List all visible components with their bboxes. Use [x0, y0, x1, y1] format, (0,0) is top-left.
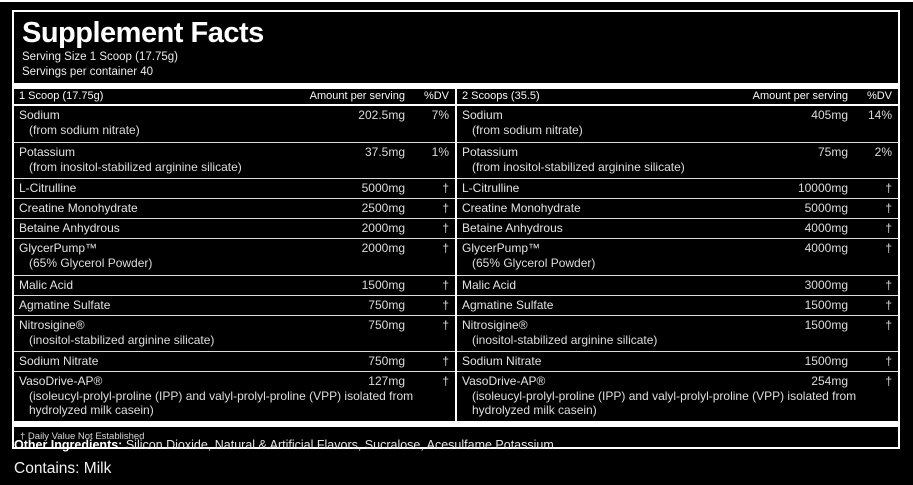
table-row	[14, 238, 455, 275]
table-row	[14, 178, 455, 198]
other-ingredients-label: Other Ingredients:	[14, 438, 123, 452]
ingredient-name: Malic Acid	[19, 277, 74, 292]
ingredient-line	[457, 219, 898, 238]
contains-allergen-line: Contains: Milk	[14, 460, 112, 477]
table-2-scoops	[457, 83, 898, 421]
ingredient-daily-value: †	[885, 181, 892, 195]
table-1-scoop	[14, 83, 455, 421]
ingredient-daily-value: †	[442, 297, 449, 312]
table-row	[457, 218, 898, 238]
column-header-dv: %DV	[423, 90, 449, 102]
top-edge-strip	[0, 0, 913, 2]
ingredient-subtext: (from sodium nitrate)	[29, 123, 140, 137]
ingredient-amount: 37.5mg	[364, 144, 405, 159]
ingredient-line	[457, 143, 898, 162]
ingredient-daily-value: †	[442, 241, 449, 255]
ingredient-daily-value: †	[442, 181, 449, 195]
ingredient-line	[14, 276, 455, 295]
table-row	[14, 371, 455, 421]
table-row	[457, 178, 898, 198]
ingredient-amount: 2000mg	[361, 241, 405, 255]
table-row	[457, 142, 898, 179]
ingredient-name: Betaine Anhydrous	[462, 221, 563, 235]
column-header-serving: 1 Scoop (17.75g)	[19, 90, 104, 102]
ingredient-daily-value: †	[885, 354, 892, 368]
ingredient-amount: 2500mg	[361, 201, 405, 215]
ingredient-amount: 750mg	[368, 297, 405, 312]
ingredient-subtext: (inositol-stabilized arginine silicate)	[472, 332, 658, 347]
table-row	[14, 275, 455, 295]
panel-title: Supplement Facts	[22, 17, 264, 49]
ingredient-name: Nitrosigine®	[19, 317, 85, 332]
table-row	[457, 351, 898, 371]
ingredient-amount: 254mg	[811, 374, 848, 388]
ingredient-amount: 3000mg	[804, 277, 848, 292]
ingredient-name: VasoDrive-AP®	[19, 374, 103, 388]
table-row	[14, 351, 455, 371]
serving-size-text: Serving Size 1 Scoop (17.75g)	[22, 51, 178, 63]
ingredient-line	[457, 316, 898, 335]
ingredient-name: GlycerPump™	[462, 241, 541, 255]
ingredient-name: Agmatine Sulfate	[19, 297, 111, 312]
table-row	[457, 275, 898, 295]
ingredient-daily-value: †	[885, 297, 892, 312]
ingredient-line	[14, 352, 455, 371]
ingredient-name: Sodium	[19, 108, 60, 122]
table-row	[14, 315, 455, 352]
ingredient-name: Agmatine Sulfate	[462, 297, 554, 312]
ingredient-name: Malic Acid	[462, 277, 517, 292]
table-row	[457, 198, 898, 218]
other-ingredients-value: Silicon Dioxide, Natural & Artificial Flavors, Sucralose, Acesulfame Potassium	[125, 438, 554, 452]
ingredient-line	[14, 296, 455, 315]
ingredient-daily-value: †	[885, 241, 892, 255]
table-row	[14, 295, 455, 315]
ingredient-name: GlycerPump™	[19, 241, 98, 255]
ingredient-line	[14, 179, 455, 198]
ingredient-line	[457, 276, 898, 295]
ingredient-subtext: (from inositol-stabilized arginine silicate)	[29, 159, 242, 174]
ingredient-name: L-Citrulline	[462, 181, 520, 195]
ingredient-subtext: (from inositol-stabilized arginine silicate)	[472, 159, 685, 174]
table-row	[14, 218, 455, 238]
ingredient-daily-value: 1%	[431, 144, 449, 159]
ingredient-name: Betaine Anhydrous	[19, 221, 120, 235]
other-ingredients-line	[14, 438, 554, 452]
ingredient-name: Creatine Monohydrate	[462, 201, 581, 215]
ingredient-name: Sodium Nitrate	[462, 354, 542, 368]
table-row	[457, 295, 898, 315]
table-2-scoops-rows	[457, 106, 898, 421]
ingredient-daily-value: †	[442, 221, 449, 235]
facts-tables	[14, 83, 898, 421]
ingredient-line	[457, 199, 898, 218]
ingredient-name: Potassium	[19, 144, 76, 159]
ingredient-amount: 750mg	[368, 317, 405, 332]
ingredient-amount: 2000mg	[361, 221, 405, 235]
ingredient-subtext: (inositol-stabilized arginine silicate)	[29, 332, 215, 347]
ingredient-subtext: (from sodium nitrate)	[472, 123, 583, 137]
column-header-serving: 2 Scoops (35.5)	[462, 90, 540, 102]
table-row	[457, 238, 898, 275]
column-header-amount: Amount per serving	[309, 90, 405, 102]
ingredient-name: Nitrosigine®	[462, 317, 528, 332]
ingredient-name: Potassium	[462, 144, 519, 159]
daily-value-footnote: † Daily Value Not Established	[20, 431, 145, 442]
ingredient-daily-value: †	[885, 221, 892, 235]
ingredient-daily-value: †	[442, 201, 449, 215]
ingredient-daily-value: †	[442, 277, 449, 292]
ingredient-line	[457, 296, 898, 315]
ingredient-line	[14, 316, 455, 335]
ingredient-subtext: (65% Glycerol Powder)	[472, 256, 596, 270]
ingredient-amount: 1500mg	[804, 297, 848, 312]
ingredient-daily-value: 14%	[867, 108, 892, 122]
ingredient-daily-value: †	[885, 374, 892, 388]
ingredient-amount: 127mg	[368, 374, 405, 388]
supplement-facts-panel	[12, 10, 900, 449]
table-row	[14, 106, 455, 142]
ingredient-amount: 405mg	[811, 108, 848, 122]
ingredient-line	[14, 199, 455, 218]
table-row	[14, 198, 455, 218]
ingredient-daily-value: †	[885, 277, 892, 292]
table-row	[457, 106, 898, 142]
ingredient-name: Creatine Monohydrate	[19, 201, 138, 215]
ingredient-name: Sodium	[462, 108, 503, 122]
ingredient-name: VasoDrive-AP®	[462, 374, 546, 388]
column-header-dv: %DV	[866, 90, 892, 102]
ingredient-subtext: (isoleucyl-prolyl-proline (IPP) and valyl-prolyl-proline (VPP) isolated from hydrolyzed milk casein)	[29, 389, 414, 417]
ingredient-amount: 5000mg	[804, 201, 848, 215]
table-row	[457, 371, 898, 421]
ingredient-amount: 750mg	[368, 354, 405, 368]
ingredient-daily-value: 2%	[874, 144, 892, 159]
ingredient-line	[457, 179, 898, 198]
ingredient-line	[14, 219, 455, 238]
ingredient-amount: 10000mg	[797, 181, 848, 195]
table-1-scoop-rows	[14, 106, 455, 421]
ingredient-amount: 202.5mg	[358, 108, 405, 122]
ingredient-subtext: (65% Glycerol Powder)	[29, 256, 153, 270]
ingredient-name: Sodium Nitrate	[19, 354, 99, 368]
ingredient-daily-value: †	[442, 317, 449, 332]
table-1-scoop-header	[14, 89, 455, 106]
table-row	[14, 142, 455, 179]
ingredient-line	[457, 352, 898, 371]
table-row	[457, 315, 898, 352]
ingredient-daily-value: †	[442, 374, 449, 388]
ingredient-daily-value: †	[885, 317, 892, 332]
ingredient-name: L-Citrulline	[19, 181, 77, 195]
ingredient-line	[14, 143, 455, 162]
ingredient-amount: 1500mg	[804, 317, 848, 332]
ingredient-daily-value: †	[885, 201, 892, 215]
ingredient-amount: 4000mg	[804, 241, 848, 255]
ingredient-amount: 75mg	[817, 144, 848, 159]
ingredient-amount: 1500mg	[361, 277, 405, 292]
servings-per-container-text: Servings per container 40	[22, 66, 154, 78]
ingredient-subtext: (isoleucyl-prolyl-proline (IPP) and valyl-prolyl-proline (VPP) isolated from hydrolyzed milk casein)	[472, 389, 857, 417]
column-header-amount: Amount per serving	[752, 90, 848, 102]
ingredient-amount: 4000mg	[804, 221, 848, 235]
ingredient-daily-value: 7%	[431, 108, 449, 122]
ingredient-amount: 1500mg	[804, 354, 848, 368]
table-2-scoops-header	[457, 89, 898, 106]
ingredient-daily-value: †	[442, 354, 449, 368]
ingredient-amount: 5000mg	[361, 181, 405, 195]
panel-header	[14, 12, 898, 83]
